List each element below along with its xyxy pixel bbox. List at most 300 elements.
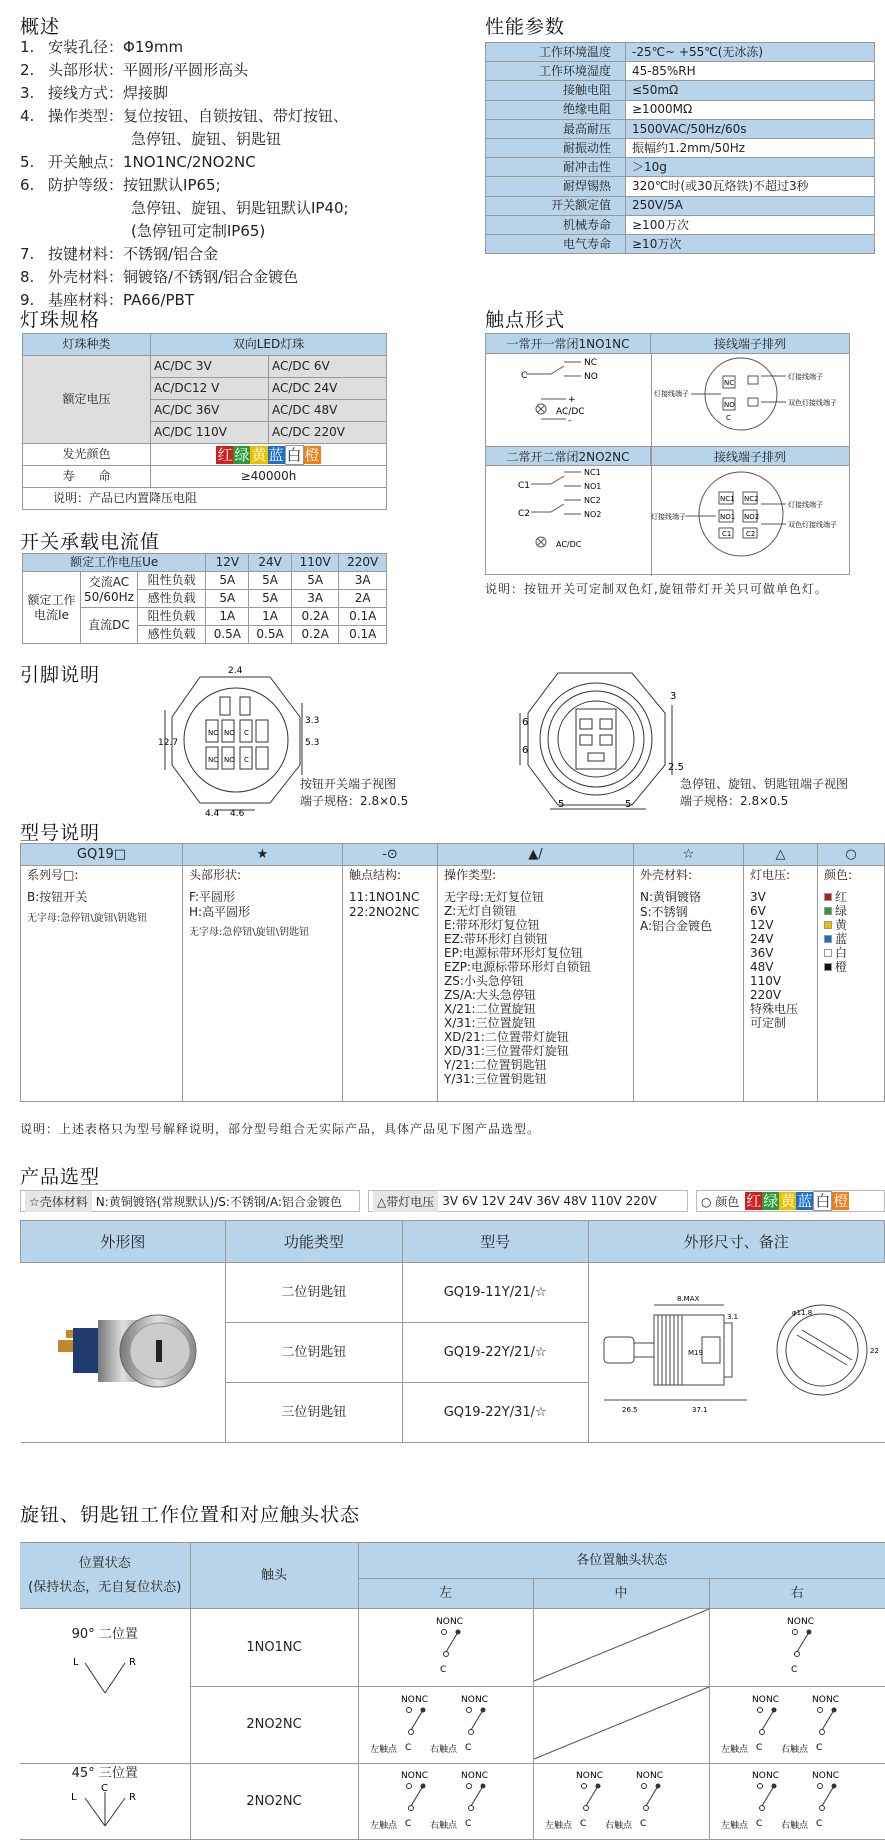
overview-item: 5. 开关触点：1NO1NC/2NO2NC <box>20 153 256 171</box>
color-swatch <box>824 949 832 957</box>
current-col: 110V <box>291 554 339 572</box>
perf-val: ≥10万次 <box>626 234 875 253</box>
c-label: C <box>464 1742 471 1753</box>
pin-caption: 急停钮、旋钮、钥匙钮端子视图 <box>680 777 849 791</box>
contact-label: C1 <box>518 481 531 491</box>
pin-caption-1 <box>300 776 408 810</box>
contact-label: - <box>568 416 572 426</box>
led-voltage: AC/DC 3V <box>151 356 269 378</box>
contact-label: C1 <box>722 530 732 538</box>
current-rowlabel: 额定工作电流Ie <box>23 572 81 644</box>
perf-row <box>486 234 875 253</box>
color-swatch <box>824 921 832 929</box>
perf-key: 耐冲击性 <box>486 158 626 177</box>
pin-label: NO <box>224 729 235 737</box>
pin-label: NC <box>208 729 219 737</box>
model-item: Z:无灯自锁钮 <box>444 904 517 918</box>
contact-label: NO2 <box>584 510 602 519</box>
no-label: NO <box>400 1771 415 1782</box>
led-voltage: AC/DC 220V <box>269 422 387 444</box>
model-series: 系列号□: B:按钮开关 无字母:急停钮\旋钮\钥匙钮 <box>21 866 183 1102</box>
c-label: C <box>640 1819 647 1830</box>
model-item: Y/21:二位置钥匙钮 <box>444 1058 547 1072</box>
current-cell: 0.1A <box>339 626 387 644</box>
led-voltage: AC/DC 36V <box>151 400 269 422</box>
pin-dim: 6 <box>522 745 529 756</box>
overview-item: 3. 接线方式：焊接脚 <box>20 84 169 102</box>
filter-color-chip[interactable]: 白 <box>815 1192 831 1210</box>
model-head: ▲/ <box>438 844 634 866</box>
perf-row <box>486 100 875 119</box>
contact-switch-icon <box>366 1688 526 1758</box>
nc-label: NC <box>801 1617 815 1627</box>
current-cell: 0.2A <box>291 626 339 644</box>
model-item: 6V <box>750 904 766 918</box>
overview-item: 8. 外壳材料：铜镀铬/不锈钢/铝合金镀色 <box>20 268 299 286</box>
current-col: 24V <box>249 554 292 572</box>
contact-state-left <box>358 1764 533 1840</box>
pos-right: 右 <box>709 1579 885 1609</box>
model-item: 220V <box>750 988 782 1002</box>
c-label: C <box>756 1742 763 1753</box>
current-dc: 直流DC <box>81 608 138 644</box>
c-label: C <box>464 1819 471 1830</box>
model-head: ☆ <box>634 844 744 866</box>
pos-left: 左 <box>358 1579 533 1609</box>
led-life: ≥40000h <box>151 466 387 488</box>
filter-color-chip[interactable]: 绿 <box>763 1192 779 1210</box>
svg-text:R: R <box>128 1656 136 1668</box>
model-title: 型号说明 <box>20 822 101 844</box>
model-item: 灯电压: <box>750 868 791 882</box>
current-cell: 0.1A <box>339 608 387 626</box>
left-contact-label: 左触点 <box>369 1744 397 1755</box>
contact-label: NC <box>724 379 735 387</box>
contact-label: C2 <box>746 530 756 538</box>
c-label: C <box>816 1819 823 1830</box>
perf-key: 耐焊锡热 <box>486 177 626 196</box>
contact-label: NC <box>584 358 598 368</box>
model-contact: 触点结构: 11:1NO1NC 22:2NO2NC <box>343 866 438 1102</box>
contact-label: C2 <box>518 509 531 519</box>
overview-item: 2. 头部形状：平圆形/平圆形高头 <box>20 61 249 79</box>
perf-key: 开关额定值 <box>486 196 626 215</box>
left-contact-label: 左触点 <box>369 1821 397 1832</box>
model-item: Y/31:三位置钥匙钮 <box>444 1072 547 1086</box>
model-operation <box>438 866 634 1102</box>
filter-color-chip[interactable]: 蓝 <box>797 1192 813 1210</box>
contact-note: 说明：按钮开关可定制双色灯,旋钮带灯开关只可做单色灯。 <box>485 582 828 596</box>
model-head: GQ19□ <box>21 844 183 866</box>
no-label: NO <box>812 1694 827 1705</box>
pos-contact: 2NO2NC <box>190 1764 358 1840</box>
svg-text:C: C <box>100 1782 108 1794</box>
perf-val: 320℃时(或30瓦烙铁)不超过3秒 <box>626 177 875 196</box>
perf-row <box>486 138 875 157</box>
no-label: NO <box>435 1617 450 1627</box>
dim-label: 3.1 <box>726 1313 738 1322</box>
contact-h1: 一常开一常闭1NO1NC <box>486 334 651 354</box>
c-label: C <box>404 1742 411 1753</box>
right-contact-label: 右触点 <box>781 1821 809 1832</box>
sel-head: 型号 <box>402 1221 588 1263</box>
pin-spec: 端子规格：2.8×0.5 <box>680 794 789 808</box>
selection-table <box>20 1220 885 1443</box>
current-cell: 3A <box>339 572 387 590</box>
filter-tag: ○ 颜色 <box>701 1194 740 1209</box>
c-label: C <box>791 1665 798 1675</box>
filter-tag: △带灯电压 <box>373 1191 438 1212</box>
perf-key: 耐振动性 <box>486 138 626 157</box>
pin-dim: 6 <box>522 717 529 728</box>
contact-label: NO <box>724 401 735 409</box>
filter-shell[interactable] <box>20 1190 360 1212</box>
pin-caption-2 <box>680 776 848 810</box>
pin-dim: 3 <box>670 691 677 702</box>
perf-key: 最高耐压 <box>486 119 626 138</box>
current-cell: 5A <box>249 572 292 590</box>
model-color-item: 颜色: <box>824 868 853 882</box>
led-title: 灯珠规格 <box>20 309 101 331</box>
model-item: EZP:电源标带环形灯自锁钮 <box>444 960 592 974</box>
pin-caption: 按钮开关端子视图 <box>300 777 397 791</box>
pin-diagram-knob <box>520 665 684 815</box>
performance-table <box>485 42 875 254</box>
right-contact-label: 右触点 <box>605 1821 633 1832</box>
current-load: 阻性负载 <box>137 608 206 626</box>
dim-label: 26.5 <box>621 1406 638 1415</box>
pin-dim: 12.7 <box>158 738 179 748</box>
product-switch-image <box>28 1290 218 1410</box>
model-item: E:带环形灯复位钮 <box>444 918 540 932</box>
current-cell: 0.5A <box>206 626 249 644</box>
current-cell: 5A <box>206 572 249 590</box>
nc-label: NC <box>414 1694 428 1705</box>
overview-item-cont: 急停钮、旋钮、钥匙钮 <box>131 130 282 148</box>
sel-model[interactable]: GQ19-11Y/21/☆ <box>402 1263 588 1323</box>
no-label: NO <box>787 1617 802 1627</box>
perf-val: 1500VAC/50Hz/60s <box>626 119 875 138</box>
pin-dim: 3.3 <box>305 716 320 726</box>
pin-dim: 2.5 <box>668 762 684 773</box>
dim-label: 37.1 <box>691 1406 708 1415</box>
perf-val: 45-85%RH <box>626 62 875 81</box>
current-table <box>22 553 387 644</box>
sel-head: 功能类型 <box>225 1221 402 1263</box>
perf-row <box>486 81 875 100</box>
model-color-item: 绿 <box>824 904 878 918</box>
model-voltage <box>744 866 818 1102</box>
current-title: 开关承载电流值 <box>20 531 161 553</box>
contact-state-mid <box>533 1609 709 1687</box>
model-head: ○ <box>818 844 885 866</box>
nc-label: NC <box>766 1694 780 1705</box>
led-color-chip: 绿 <box>234 445 250 464</box>
dim-label: 8.MAX <box>676 1295 699 1304</box>
contact-label: 灯接线端子 <box>788 501 823 509</box>
led-colors <box>151 444 387 466</box>
pin-label: C <box>244 729 249 737</box>
filter-color-chip[interactable]: 橙 <box>833 1192 849 1210</box>
contact-state-right <box>709 1686 885 1764</box>
model-item: 特殊电压 <box>750 1002 799 1016</box>
pin-dim: 5 <box>625 799 632 810</box>
pin-dim: 5 <box>558 799 565 810</box>
current-col: 12V <box>206 554 249 572</box>
contact-h4: 接线端子排列 <box>651 446 849 466</box>
left-contact-label: 左触点 <box>721 1744 749 1755</box>
current-cell: 1A <box>206 608 249 626</box>
no-label: NO <box>636 1771 650 1782</box>
perf-val: ≤50mΩ <box>626 81 875 100</box>
led-life-label: 寿 命 <box>23 466 151 488</box>
led-color-chip: 红 <box>217 445 233 464</box>
sel-head: 外形尺寸、备注 <box>588 1221 885 1263</box>
contact-switch-icon <box>541 1764 701 1834</box>
contact-label: NC2 <box>744 495 759 503</box>
left-contact-label: 左触点 <box>545 1821 573 1832</box>
overview-item: 4. 操作类型：复位按钮、自锁按钮、带灯按钮、 <box>20 107 349 125</box>
current-cell: 5A <box>206 590 249 608</box>
color-swatch <box>824 963 832 971</box>
sel-func: 二位钥匙钮 <box>225 1263 402 1323</box>
current-cell: 2A <box>339 590 387 608</box>
contact-label: NO2 <box>744 513 760 521</box>
sel-dimensions <box>588 1263 885 1443</box>
contact-state-mid <box>533 1764 709 1840</box>
led-voltage: AC/DC12 V <box>151 378 269 400</box>
model-shell: 外壳材料: N:黄铜镀铬 S:不锈钢 A:铝合金镀色 <box>634 866 744 1102</box>
filter-text: 3V 6V 12V 24V 36V 48V 110V 220V <box>442 1194 657 1208</box>
no-label: NO <box>400 1694 415 1705</box>
contact-title: 触点形式 <box>485 309 566 331</box>
model-item: 110V <box>750 974 782 988</box>
contact-switch-icon <box>717 1764 877 1834</box>
model-color-item: 红 <box>824 890 878 904</box>
pos-label: 90° 二位置 <box>71 1627 138 1642</box>
perf-row <box>486 158 875 177</box>
nc-label: NC <box>414 1771 428 1782</box>
contact-state-right <box>709 1609 885 1687</box>
c-label: C <box>816 1742 823 1753</box>
no-label: NO <box>460 1771 475 1782</box>
overview-item: 6. 防护等级：按钮默认IP65; <box>20 176 221 194</box>
left-contact-label: 左触点 <box>721 1821 749 1832</box>
current-cell: 0.5A <box>249 626 292 644</box>
contact-label: NO <box>584 372 598 382</box>
model-item: ZS:小头急停钮 <box>444 974 524 988</box>
led-table <box>22 333 387 510</box>
current-load: 感性负载 <box>137 590 206 608</box>
nc-label: NC <box>826 1694 840 1705</box>
model-color <box>818 866 885 1102</box>
contact-label: 灯接线端子 <box>654 390 689 398</box>
sel-model[interactable]: GQ19-22Y/31/☆ <box>402 1383 588 1443</box>
current-header: 额定工作电压Ue <box>23 554 206 572</box>
model-head: ★ <box>183 844 343 866</box>
sel-func: 三位钥匙钮 <box>225 1383 402 1443</box>
contact-state-mid <box>533 1686 709 1764</box>
pin-label: C <box>244 756 249 764</box>
overview-item-cont: 急停钮、旋钮、钥匙钮默认IP40; <box>131 199 349 217</box>
current-cell: 1A <box>249 608 292 626</box>
pin-diagram-button <box>160 665 320 817</box>
contact-label: + <box>568 395 576 405</box>
pos-head: 位置状态 (保持状态，无自复位状态) <box>20 1543 190 1609</box>
product-image <box>21 1263 226 1443</box>
filter-text: N:黄铜镀铬(常规默认)/S:不锈钢/A:铝合金镀色 <box>95 1194 342 1209</box>
overview-item: 9. 基座材料：PA66/PBT <box>20 291 195 309</box>
contact-label: NO1 <box>584 482 602 491</box>
contact-label: NO1 <box>720 513 736 521</box>
no-label: NO <box>460 1694 475 1705</box>
led-voltage: AC/DC 110V <box>151 422 269 444</box>
contact-switch-icon <box>717 1688 877 1758</box>
perf-row <box>486 43 875 62</box>
model-color-item: 黄 <box>824 918 878 932</box>
led-color-label: 发光颜色 <box>23 444 151 466</box>
pos-90-icon <box>65 1653 145 1703</box>
contact-label: C <box>726 414 731 422</box>
pos-head: 触头 <box>190 1543 358 1609</box>
model-head: △ <box>744 844 818 866</box>
no-label: NO <box>752 1771 767 1782</box>
contact-label: NC2 <box>584 496 601 505</box>
contact-label: AC/DC <box>556 407 585 417</box>
model-item: ZS/A:大头急停钮 <box>444 988 536 1002</box>
filter-color[interactable] <box>696 1190 885 1212</box>
c-label: C <box>756 1819 763 1830</box>
overview-title: 概述 <box>20 16 61 38</box>
model-item: 可定制 <box>750 1016 787 1030</box>
color-swatch <box>824 935 832 943</box>
current-ac: 交流AC 50/60Hz <box>81 572 138 608</box>
perf-row <box>486 177 875 196</box>
perf-key: 工作环境湿度 <box>486 62 626 81</box>
perf-key: 机械寿命 <box>486 215 626 234</box>
perf-key: 工作环境温度 <box>486 43 626 62</box>
nc-label: NC <box>474 1771 488 1782</box>
contact-h2: 接线端子排列 <box>651 334 849 354</box>
pin-label: NO <box>224 756 235 764</box>
contact-box <box>485 333 850 575</box>
led-color-chip: 白 <box>286 445 302 464</box>
contact-label: 灯接线端子 <box>788 373 823 381</box>
pos-label: 45° 三位置 <box>71 1766 138 1782</box>
current-cell: 5A <box>291 572 339 590</box>
dim-label: M19 <box>687 1349 703 1358</box>
right-contact-label: 右触点 <box>781 1744 809 1755</box>
led-h1: 灯珠种类 <box>23 334 151 356</box>
contact-diagrams <box>486 354 849 576</box>
led-note: 说明：产品已内置降压电阻 <box>23 488 387 510</box>
right-contact-label: 右触点 <box>429 1744 457 1755</box>
contact-label: 灯接线端子 <box>651 513 686 521</box>
color-swatch <box>824 893 832 901</box>
pos-mid: 中 <box>533 1579 709 1609</box>
pin-dim: 5.3 <box>305 738 320 748</box>
sel-model[interactable]: GQ19-22Y/21/☆ <box>402 1323 588 1383</box>
no-label: NO <box>812 1771 827 1782</box>
c-label: C <box>580 1819 587 1830</box>
perf-key: 接触电阻 <box>486 81 626 100</box>
model-head-shape: 头部形状: F:平圆形 H:高平圆形 无字母:急停钮\旋钮\钥匙钮 <box>183 866 343 1102</box>
perf-key: 绝缘电阻 <box>486 100 626 119</box>
diag-line <box>534 1687 709 1759</box>
model-item: XD/31:三位置带灯旋钮 <box>444 1044 569 1058</box>
overview-item-cont: (急停钮可定制IP65) <box>131 222 266 240</box>
perf-val: 250V/5A <box>626 196 875 215</box>
perf-val: ＞10g <box>626 158 875 177</box>
led-h2: 双向LED灯珠 <box>151 334 387 356</box>
model-item: XD/21:二位置带灯旋钮 <box>444 1030 569 1044</box>
current-cell: 3A <box>291 590 339 608</box>
contact-state-right <box>709 1764 885 1840</box>
contact-state-left <box>358 1609 533 1687</box>
filter-voltage[interactable] <box>368 1190 688 1212</box>
model-color-item: 白 <box>824 946 878 960</box>
pos-contact: 2NO2NC <box>190 1686 358 1764</box>
contact-label: NC1 <box>584 468 601 477</box>
led-voltage: AC/DC 24V <box>269 378 387 400</box>
perf-key: 电气寿命 <box>486 234 626 253</box>
perf-row <box>486 196 875 215</box>
pin-dim: 4.4 <box>205 809 220 819</box>
perf-row <box>486 119 875 138</box>
pos-contact: 1NO1NC <box>190 1609 358 1687</box>
filter-colors <box>745 1191 849 1211</box>
model-note: 说明：上述表格只为型号解释说明，部分型号组合无实际产品，具体产品见下图产品选型。 <box>20 1122 541 1136</box>
contact-switch-icon <box>757 1610 837 1680</box>
perf-row <box>486 62 875 81</box>
contact-h3: 二常开二常闭2NO2NC <box>486 446 651 466</box>
color-swatch <box>824 907 832 915</box>
overview-list <box>20 36 349 312</box>
contact-switch-icon <box>366 1764 526 1834</box>
model-item: EP:电源标带环形灯复位钮 <box>444 946 583 960</box>
perf-val: 振幅约1.2mm/50Hz <box>626 138 875 157</box>
filter-tag: ☆壳体材料 <box>25 1191 92 1212</box>
model-item: X/21:二位置旋钮 <box>444 1002 536 1016</box>
model-item: 3V <box>750 890 766 904</box>
led-voltage: AC/DC 48V <box>269 400 387 422</box>
perf-val: -25℃~ +55℃(无冰冻) <box>626 43 875 62</box>
current-col: 220V <box>339 554 387 572</box>
nc-label: NC <box>449 1617 463 1627</box>
sel-func: 二位钥匙钮 <box>225 1323 402 1383</box>
nc-label: NC <box>826 1771 840 1782</box>
contact-switch-icon <box>406 1610 486 1680</box>
svg-text:L: L <box>72 1656 79 1668</box>
current-load: 感性负载 <box>137 626 206 644</box>
contact-state-left <box>358 1686 533 1764</box>
contact-label: 双色灯接线端子 <box>788 521 837 529</box>
nc-label: NC <box>590 1771 604 1782</box>
led-voltage: AC/DC 6V <box>269 356 387 378</box>
no-label: NO <box>576 1771 590 1782</box>
model-item: 操作类型: <box>444 868 497 882</box>
nc-label: NC <box>474 1694 488 1705</box>
model-item: X/31:三位置旋钮 <box>444 1016 536 1030</box>
filter-color-chip[interactable]: 黄 <box>780 1192 796 1210</box>
pos-head: 各位置触头状态 <box>358 1543 885 1579</box>
contact-label: NC1 <box>720 495 735 503</box>
model-item: 12V <box>750 918 774 932</box>
filter-color-chip[interactable]: 红 <box>746 1192 762 1210</box>
led-color-chip: 橙 <box>304 445 320 464</box>
positions-title: 旋钮、钥匙钮工作位置和对应触头状态 <box>20 1504 361 1526</box>
svg-text:R: R <box>128 1791 136 1803</box>
